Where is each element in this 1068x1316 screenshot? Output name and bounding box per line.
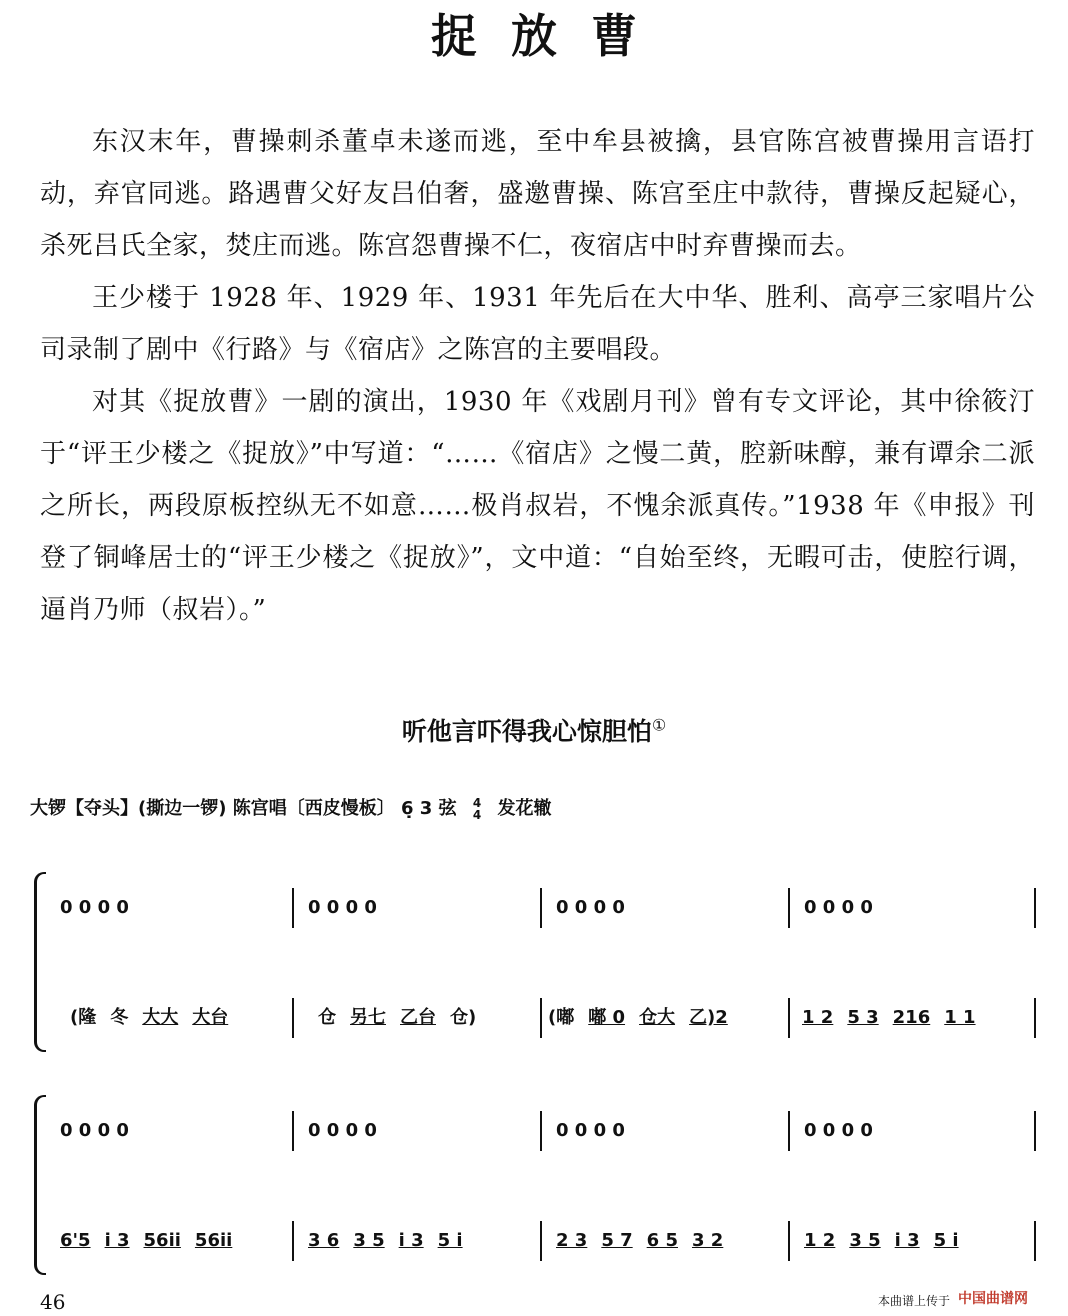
barline: [292, 998, 294, 1038]
source-note: 本曲谱上传于: [878, 1294, 951, 1308]
barline: [1034, 1111, 1036, 1151]
time-bottom: 4: [472, 808, 482, 822]
barline: [540, 998, 542, 1038]
accompaniment-stave: [54, 1211, 1040, 1271]
note-group: 冬: [110, 1007, 129, 1028]
note-group: 大台: [192, 1007, 229, 1028]
note-group: 3 2: [691, 1230, 724, 1251]
barline: [540, 1111, 542, 1151]
accompaniment-stave: [54, 988, 1040, 1048]
note-group: 216: [892, 1007, 931, 1028]
song-title: [0, 712, 1068, 748]
note-group: 1 2: [804, 1230, 836, 1251]
note-group: 56ii: [143, 1230, 181, 1251]
song-intro: [30, 794, 552, 821]
measure: [70, 988, 242, 1048]
measure: [556, 1211, 737, 1271]
intro-tail: 发花辙: [497, 798, 552, 819]
note-group: 5 7: [601, 1230, 633, 1251]
note-group: 仓大: [639, 1007, 676, 1028]
measure: [804, 1211, 973, 1271]
paragraph-2: 王少楼于 1928 年、1929 年、1931 年先后在大中华、胜利、高亭三家唱片公司录制了剧中《行路》与《宿店》之陈宫的主要唱段。: [40, 283, 1035, 365]
note-group: 3 5: [353, 1230, 385, 1251]
note-group: (隆: [70, 1007, 97, 1028]
note-group: 乙台: [400, 1007, 436, 1028]
measure: 0 0 0 0: [804, 1120, 873, 1141]
song-title-text: 听他言吓得我心惊胆怕: [401, 717, 652, 746]
measure: 0 0 0 0: [556, 897, 625, 918]
note-group: 乙)2: [689, 1007, 728, 1028]
paragraph-1: 东汉末年，曹操刺杀董卓未遂而逃，至中牟县被擒，县官陈宫被曹操用言语打动，弃官同逃。路遇曹父好友吕伯奢，盛邀曹操、陈宫至庄中款待，曹操反起疑心，杀死吕氏全家，焚庄而逃。陈宫怨曹操不仁，夜宿店中时弃曹操而去。: [40, 127, 1035, 261]
note-group: 仓: [318, 1007, 336, 1028]
measure: [60, 1211, 246, 1271]
note-group: i 3: [894, 1230, 920, 1251]
footnote-mark: ①: [651, 715, 667, 735]
note-group: 5 i: [437, 1230, 463, 1251]
intro-text: 大锣【夺头】(撕边一锣) 陈宫唱〔西皮慢板〕 6̣ 3 弦: [30, 798, 457, 819]
barline: [292, 888, 294, 928]
barline: [788, 1221, 790, 1261]
note-group: 另七: [350, 1007, 386, 1028]
page-number: 46: [40, 1290, 66, 1314]
measure: 0 0 0 0: [308, 1120, 377, 1141]
site-logo: [958, 1288, 1060, 1310]
time-top: 4: [472, 796, 482, 810]
barline: [1034, 1221, 1036, 1261]
vocal-stave: [54, 1101, 1040, 1161]
note-group: (嘟: [548, 1007, 575, 1028]
page-title: 捉放曹: [431, 9, 671, 63]
score-system-1: [34, 872, 1040, 1052]
barline: [292, 1111, 294, 1151]
measure: 0 0 0 0: [804, 897, 873, 918]
measure: [318, 988, 490, 1048]
paragraph-3: 对其《捉放曹》一剧的演出，1930 年《戏剧月刊》曾有专文评论，其中徐筱汀于“评王少楼之《捉放》”中写道：“……《宿店》之慢二黄，腔新味醇，兼有谭余二派之所长，两段原板控纵无不如意……极肖叔岩，不愧余派真传。”1938 年《申报》刊登了铜峰居士的“评王少楼之《捉放》”，文中道：“自始至终，无暇可击，使腔行调，逼肖乃师（叔岩）。”: [40, 387, 1035, 625]
barline: [1034, 998, 1036, 1038]
note-group: 5 i: [933, 1230, 959, 1251]
note-group: i 3: [398, 1230, 424, 1251]
measure: 0 0 0 0: [60, 1120, 129, 1141]
note-group: 1 2: [802, 1007, 834, 1028]
note-group: 3 6: [308, 1230, 340, 1251]
barline: [788, 998, 790, 1038]
system-brace: [34, 1095, 46, 1275]
time-signature: [473, 797, 481, 821]
note-group: 6 5: [646, 1230, 678, 1251]
measure: 0 0 0 0: [556, 1120, 625, 1141]
barline: [540, 888, 542, 928]
note-group: 嘟 0: [588, 1007, 626, 1028]
note-group: 2 3: [556, 1230, 588, 1251]
vocal-stave: [54, 878, 1040, 938]
barline: [292, 1221, 294, 1261]
note-group: 3 5: [849, 1230, 881, 1251]
note-group: 1 1: [944, 1007, 976, 1028]
note-group: 仓): [450, 1007, 477, 1028]
logo-text: 中国曲谱网: [958, 1291, 1028, 1307]
barline: [1034, 888, 1036, 928]
measure: [802, 988, 990, 1048]
measure: 0 0 0 0: [60, 897, 129, 918]
note-group: i 3: [104, 1230, 130, 1251]
note-group: 6'5: [60, 1230, 91, 1251]
measure: [548, 988, 742, 1048]
measure: 0 0 0 0: [308, 897, 377, 918]
barline: [788, 888, 790, 928]
note-group: 大大: [142, 1007, 179, 1028]
note-group: 56ii: [194, 1230, 233, 1251]
score-system-2: [34, 1095, 1040, 1275]
measure: [308, 1211, 477, 1271]
note-group: 5 3: [847, 1007, 879, 1028]
barline: [788, 1111, 790, 1151]
barline: [540, 1221, 542, 1261]
system-brace: [34, 872, 46, 1052]
